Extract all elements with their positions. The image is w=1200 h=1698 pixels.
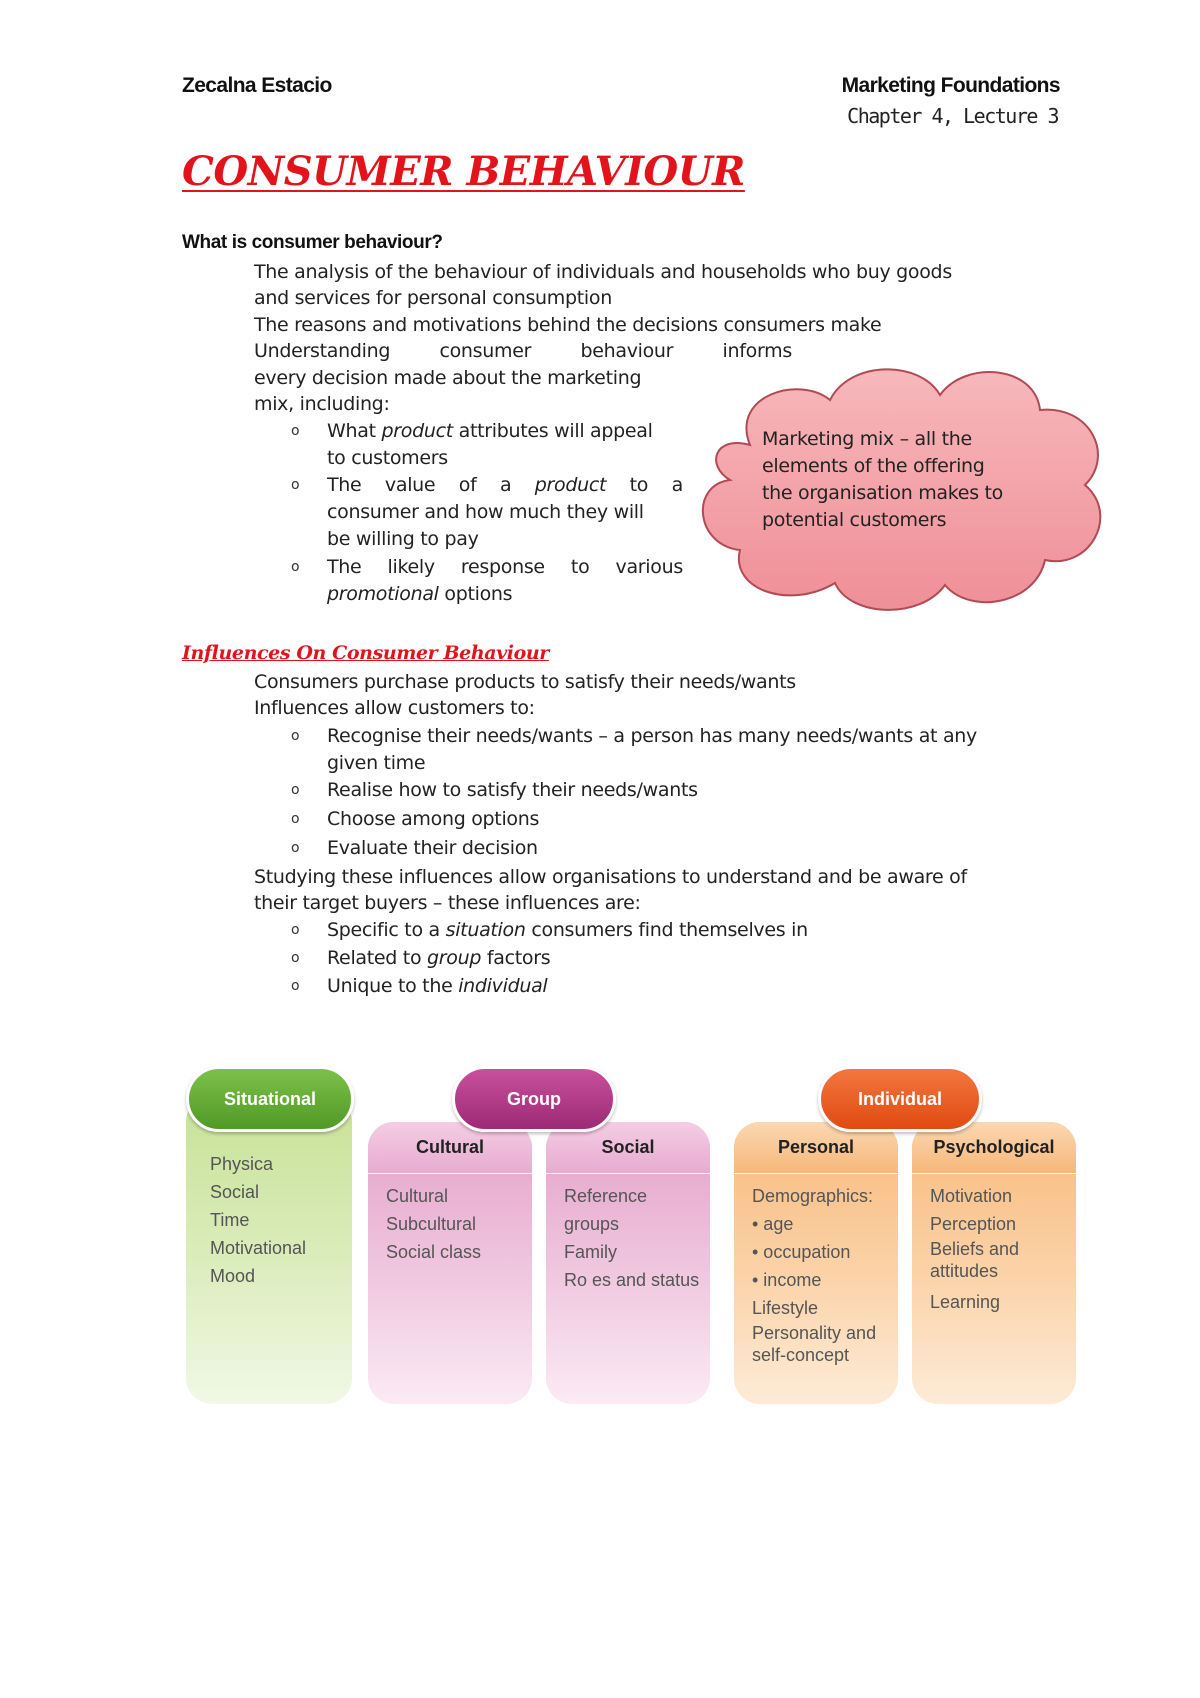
sub-bullet-glyph: o	[291, 559, 300, 575]
list-item: Influences allow customers to:	[254, 697, 535, 719]
section-heading-what-is: What is consumer behaviour?	[182, 232, 443, 253]
cultural-column	[368, 1122, 532, 1404]
cultural-items	[368, 1174, 532, 1266]
author-name: Zecalna Estacio	[182, 74, 332, 97]
list-item: Social	[210, 1182, 260, 1202]
page-title: CONSUMER BEHAVIOUR	[182, 148, 745, 195]
sub-list-item-cont: promotional options	[327, 583, 513, 605]
list-item: Demographics:	[752, 1186, 874, 1206]
sub-list-item-cont: to customers	[327, 447, 448, 469]
list-item: groups	[564, 1214, 620, 1234]
list-item-cont: mix, including:	[254, 393, 390, 415]
cultural-title: Cultural	[368, 1122, 532, 1174]
sub-list-item: Unique to the individual	[327, 975, 548, 997]
list-item: Physica	[210, 1154, 274, 1174]
sub-bullet-glyph: o	[291, 423, 300, 439]
psychological-column	[912, 1122, 1076, 1404]
sub-bullet-glyph: o	[291, 978, 300, 994]
sub-bullet-glyph: o	[291, 950, 300, 966]
list-item: Mood	[210, 1266, 256, 1286]
list-item: Reference	[564, 1186, 648, 1206]
sub-list-item-cont: given time	[327, 752, 426, 774]
sub-list-item: Related to group factors	[327, 947, 551, 969]
sub-list-item: The likely response to various	[327, 556, 683, 578]
sub-list-item-cont: be willing to pay	[327, 528, 479, 550]
situational-label: Situational	[186, 1066, 354, 1132]
list-item: Lifestyle	[752, 1298, 819, 1318]
chapter-lecture: Chapter 4, Lecture 3	[847, 104, 1058, 128]
list-item: Subcultural	[386, 1214, 477, 1234]
sub-bullet-glyph: o	[291, 922, 300, 938]
sub-list-item-cont: consumer and how much they will	[327, 501, 644, 523]
psychological-items	[912, 1174, 1076, 1316]
list-item: Motivation	[930, 1186, 1013, 1206]
social-title: Social	[546, 1122, 710, 1174]
list-item: • income	[752, 1270, 822, 1290]
list-item: Perception	[930, 1214, 1017, 1234]
list-item: The reasons and motivations behind the decisions consumers make	[254, 314, 882, 336]
course-name: Marketing Foundations	[841, 74, 1060, 97]
individual-label: Individual	[818, 1066, 982, 1132]
list-item-cont: and services for personal consumption	[254, 287, 612, 309]
list-item: Time	[210, 1210, 250, 1230]
sub-list-item: Realise how to satisfy their needs/wants	[327, 779, 698, 801]
sub-list-item: What product attributes will appeal	[327, 420, 653, 442]
sub-list-item: Choose among options	[327, 808, 540, 830]
list-item: Understanding consumer behaviour informs	[254, 340, 792, 362]
personal-items	[734, 1174, 898, 1366]
list-item: Learning	[930, 1292, 1001, 1312]
social-column	[546, 1122, 710, 1404]
personal-title: Personal	[734, 1122, 898, 1174]
list-item: Personality and self-concept	[752, 1323, 877, 1365]
list-item: Cultural	[386, 1186, 449, 1206]
list-item-cont: their target buyers – these influences are:	[254, 892, 641, 914]
sub-bullet-glyph: o	[291, 811, 300, 827]
social-items	[546, 1174, 710, 1294]
section-heading-influences: Influences On Consumer Behaviour	[182, 642, 549, 664]
list-item-cont: every decision made about the marketing	[254, 367, 642, 389]
sub-list-item: Specific to a situation consumers find themselves in	[327, 919, 808, 941]
sub-bullet-glyph: o	[291, 477, 300, 493]
sub-bullet-glyph: o	[291, 840, 300, 856]
list-item: Ro es and status	[564, 1270, 700, 1290]
sub-bullet-glyph: o	[291, 782, 300, 798]
list-item: • age	[752, 1214, 794, 1234]
sub-list-item: The value of a product to a	[327, 474, 683, 496]
sub-list-item: Recognise their needs/wants – a person has many needs/wants at any	[327, 725, 977, 747]
psychological-title: Psychological	[912, 1122, 1076, 1174]
list-item: Social class	[386, 1242, 482, 1262]
list-item: Consumers purchase products to satisfy their needs/wants	[254, 671, 796, 693]
list-item: Studying these influences allow organisations to understand and be aware of	[254, 866, 967, 888]
list-item: Beliefs and attitudes	[930, 1239, 1020, 1281]
list-item: The analysis of the behaviour of individuals and households who buy goods	[254, 261, 952, 283]
list-item: Motivational	[210, 1238, 307, 1258]
list-item: Family	[564, 1242, 617, 1262]
sub-bullet-glyph: o	[291, 728, 300, 744]
sub-list-item: Evaluate their decision	[327, 837, 538, 859]
cloud-callout-text: Marketing mix – all the elements of the offering the organisation makes to potential customers	[762, 428, 1004, 531]
group-label: Group	[452, 1066, 616, 1132]
situational-column	[186, 1096, 352, 1404]
personal-column	[734, 1122, 898, 1404]
list-item: • occupation	[752, 1242, 851, 1262]
